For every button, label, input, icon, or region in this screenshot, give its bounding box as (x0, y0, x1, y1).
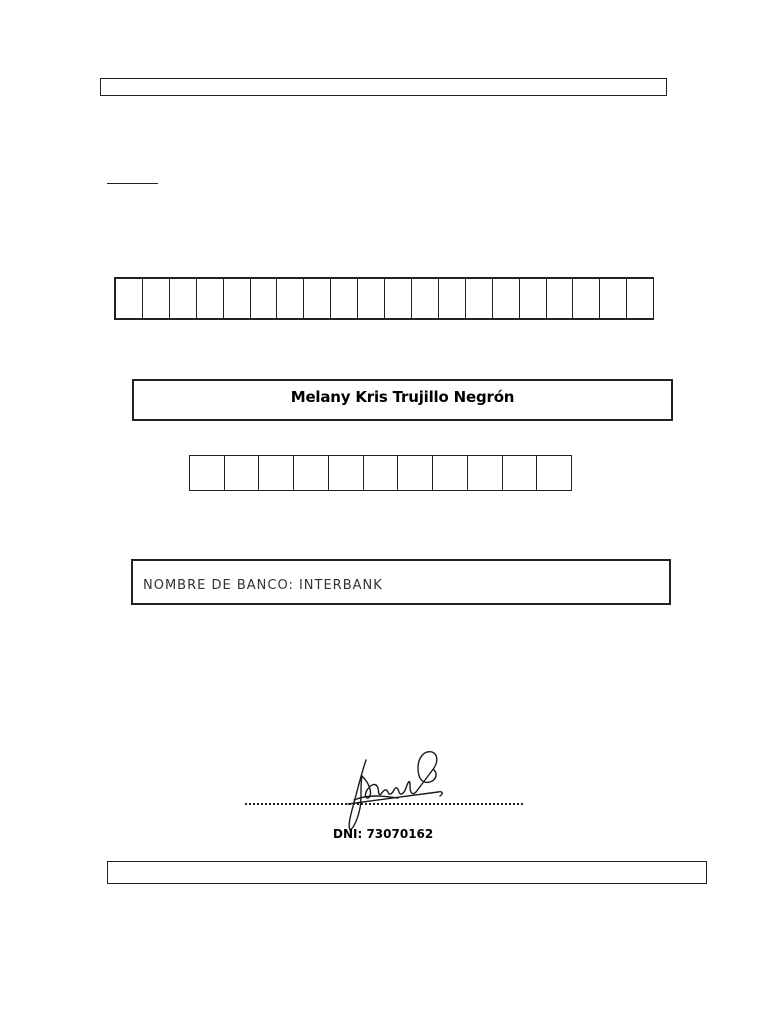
account-number-cell (331, 277, 358, 320)
account-number-cell (412, 277, 439, 320)
account-number-cell (627, 277, 654, 320)
bank-name-text: NOMBRE DE BANCO: INTERBANK (143, 578, 383, 593)
account-holder-box (132, 379, 673, 421)
code-cell (503, 455, 538, 491)
code-cell (329, 455, 364, 491)
code-cell (259, 455, 294, 491)
account-number-cell (520, 277, 547, 320)
account-number-cell (170, 277, 197, 320)
account-number-cell (439, 277, 466, 320)
account-number-cells (114, 277, 654, 320)
account-number-cell (493, 277, 520, 320)
handwritten-signature (338, 738, 448, 838)
code-cell (225, 455, 260, 491)
dni-label: DNI: 73070162 (333, 827, 434, 841)
account-number-cell (385, 277, 412, 320)
account-number-cell (143, 277, 170, 320)
account-number-cell (547, 277, 574, 320)
code-cell (190, 455, 225, 491)
code-cell (468, 455, 503, 491)
account-number-cell (116, 277, 143, 320)
code-cell (398, 455, 433, 491)
account-number-cell (277, 277, 304, 320)
code-cell (364, 455, 399, 491)
account-holder-name: Melany Kris Trujillo Negrón (290, 387, 515, 406)
blank-underline (107, 183, 158, 184)
header-blank-box (100, 78, 667, 96)
account-number-cell (466, 277, 493, 320)
account-number-cell (358, 277, 385, 320)
bank-name-box (131, 559, 671, 605)
account-number-cell (224, 277, 251, 320)
code-cells (189, 455, 572, 491)
code-cell (537, 455, 572, 491)
footer-blank-box (107, 861, 707, 884)
code-cell (433, 455, 468, 491)
account-number-cell (251, 277, 278, 320)
account-number-cell (600, 277, 627, 320)
account-number-cell (304, 277, 331, 320)
account-number-cell (573, 277, 600, 320)
code-cell (294, 455, 329, 491)
account-number-cell (197, 277, 224, 320)
